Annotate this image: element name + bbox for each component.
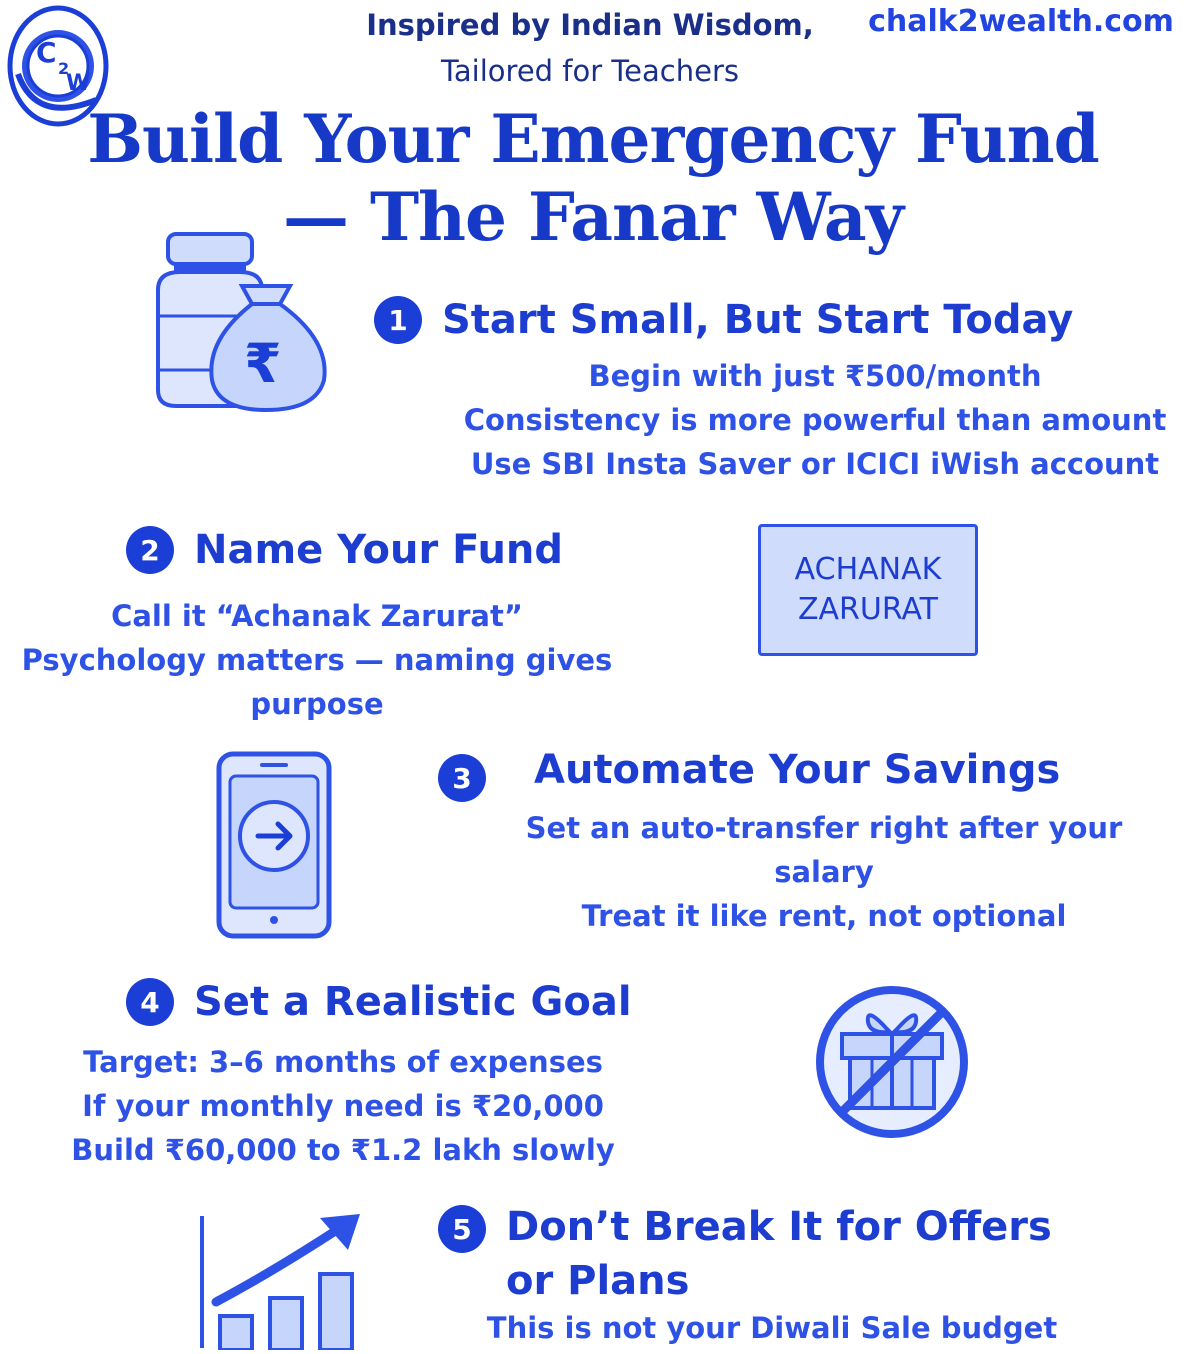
step-4-line: If your monthly need is ₹20,000	[82, 1089, 604, 1123]
title-line-2: — The Fanar Way	[282, 178, 904, 256]
step-2-line: Call it “Achanak Zarurat”	[111, 599, 523, 633]
sign-line-2: ZARURAT	[797, 592, 939, 627]
step-4-body	[40, 1040, 646, 1172]
step-4-line: Target: 3–6 months of expenses	[83, 1045, 603, 1079]
step-2-heading	[126, 526, 563, 574]
svg-text:₹: ₹	[244, 332, 282, 395]
step-5-body	[480, 1306, 1064, 1350]
step-1-line: Use SBI Insta Saver or ICICI iWish account	[470, 447, 1160, 481]
title-line-1: Build Your Emergency Fund	[87, 100, 1099, 178]
step-1-title: Start Small, But Start Today	[442, 297, 1074, 343]
step-5-title	[506, 1200, 1052, 1308]
step-3-line: Set an auto-transfer right after your	[525, 811, 1123, 845]
tagline-line-2: Tailored for Teachers	[441, 54, 739, 88]
svg-text:C: C	[36, 36, 57, 69]
site-link[interactable]: chalk2wealth.com	[868, 4, 1174, 39]
step-5-title-line-1: Don’t Break It for Offers	[506, 1204, 1052, 1250]
step-2-line: purpose	[250, 687, 384, 721]
fund-name-sign	[758, 524, 978, 656]
step-3-line: Treat it like rent, not optional	[581, 899, 1067, 933]
svg-text:W: W	[66, 71, 91, 96]
step-3-line: salary	[774, 855, 874, 889]
sign-line-1: ACHANAK	[794, 552, 942, 587]
step-1-number: 1	[374, 296, 422, 344]
jar-and-rupee-bag-icon	[140, 230, 340, 415]
step-3-heading	[438, 738, 1060, 802]
step-1-line: Begin with just ₹500/month	[588, 359, 1042, 393]
step-5-line: This is not your Diwali Sale budget	[486, 1311, 1058, 1345]
no-gift-icon	[802, 984, 984, 1144]
step-5-heading	[438, 1200, 1052, 1308]
step-1-line: Consistency is more powerful than amount	[463, 403, 1167, 437]
step-2-body	[0, 594, 634, 726]
step-1-heading	[374, 296, 1073, 344]
step-5-title-line-2: or Plans	[506, 1258, 690, 1304]
step-5-number: 5	[438, 1205, 486, 1253]
step-3-number: 3	[438, 754, 486, 802]
svg-text:2: 2	[58, 59, 70, 78]
step-3-body	[490, 806, 1158, 938]
step-2-number: 2	[126, 526, 174, 574]
step-2-title: Name Your Fund	[194, 527, 564, 573]
tagline	[330, 2, 850, 94]
step-4-heading	[126, 978, 632, 1026]
smartphone-transfer-icon	[214, 750, 334, 940]
step-4-title: Set a Realistic Goal	[194, 979, 632, 1025]
growth-chart-icon	[196, 1210, 366, 1350]
tagline-line-1: Inspired by Indian Wisdom,	[366, 8, 814, 42]
step-1-body	[450, 354, 1180, 486]
step-3-title: Automate Your Savings	[534, 747, 1061, 793]
step-4-number: 4	[126, 978, 174, 1026]
step-4-line: Build ₹60,000 to ₹1.2 lakh slowly	[71, 1133, 615, 1167]
step-2-line: Psychology matters — naming gives	[21, 643, 613, 677]
